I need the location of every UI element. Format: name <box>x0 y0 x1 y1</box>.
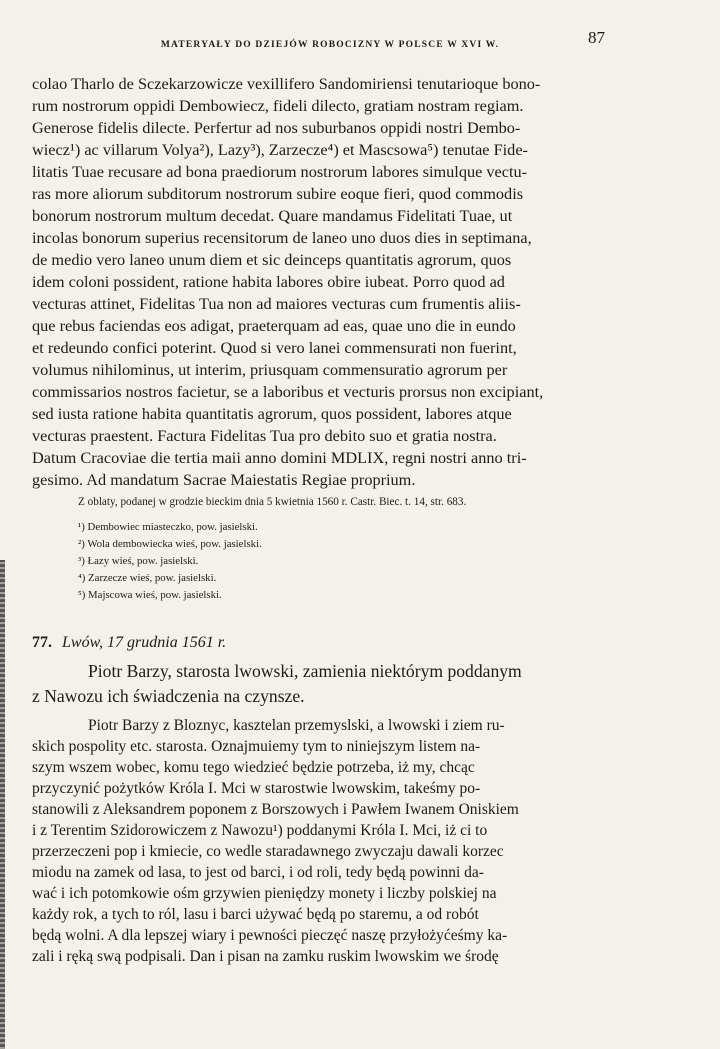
text-line: zali i ręką swą podpisali. Dan i pisan na zamku ruskim lwowskim we środę <box>32 948 499 965</box>
text-line: bonorum nostrorum multum decedat. Quare mandamus Fidelitati Tuae, ut <box>32 206 513 225</box>
scan-edge-shadow <box>0 560 5 1049</box>
text-line: i z Terentim Szidorowiczem z Nawozu¹) poddanymi Króla I. Mci, iż ci to <box>32 822 488 839</box>
text-line: miodu na zamek od lasa, to jest od barci, i od roli, tedy będą powinni da- <box>32 864 484 881</box>
text-line: Datum Cracoviae die tertia maii anno domini MDLIX, regni nostri anno tri- <box>32 448 527 467</box>
text-line: Piotr Barzy z Bloznyc, kasztelan przemyslski, a lwowski i ziem ru- <box>88 717 505 734</box>
text-line: przyczynić pożytków Króla I. Mci w starostwie lwowskim, takeśmy po- <box>32 780 481 797</box>
text-line: będą wolni. A dla lepszej wiary i pewności pieczęć naszę przyłożyćeśmy ka- <box>32 927 508 944</box>
text-line: Generose fidelis dilecte. Perfertur ad nos suburbanos oppidi nostri Dembo- <box>32 118 521 137</box>
text-line: każdy rok, a tych to ról, lasu i barci używać będą po staremu, a od robót <box>32 906 479 923</box>
text-line: gesimo. Ad mandatum Sacrae Maiestatis Regiae proprium. <box>32 470 416 489</box>
text-line: idem coloni possident, ratione habita labores obire iubeat. Porro quod ad <box>32 272 505 291</box>
text-line: volumus nihilominus, ut interim, priusquam commensuratio agrorum per <box>32 360 508 379</box>
text-line: de medio vero laneo unum diem et sic deinceps quantitatis agrorum, quos <box>32 250 512 269</box>
text-line: incolas bonorum superius recensitorum de laneo uno duos dies in septimana, <box>32 228 532 247</box>
entry-place-date: Lwów, 17 grudnia 1561 r. <box>62 634 227 651</box>
summary-line: Piotr Barzy, starosta lwowski, zamienia niektórym poddanym <box>88 661 522 681</box>
page-number: 87 <box>588 28 605 47</box>
text-line: ras more aliorum subditorum nostrorum subire eoque fieri, quod commodis <box>32 184 524 203</box>
text-line: wiecz¹) ac villarum Volya²), Lazy³), Zarzecze⁴) et Mascsowa⁵) tenutae Fide- <box>32 140 528 159</box>
footnote: ¹) Dembowiec miasteczko, pow. jasielski. <box>78 521 258 533</box>
footnote: ⁴) Zarzecze wieś, pow. jasielski. <box>78 572 217 584</box>
source-note-text: Z oblaty, podanej w grodzie bieckim dnia 5 kwietnia 1560 r. Castr. Biec. t. 14, str. 683. <box>78 496 467 508</box>
text-line: stanowili z Aleksandrem poponem z Borszowych i Pawłem Iwanem Oniskiem <box>32 801 519 818</box>
entry-header <box>32 634 226 652</box>
text-line: vecturas praestent. Factura Fidelitas Tua pro debito suo et gratia nostra. <box>32 426 497 445</box>
entry-number: 77. <box>32 634 52 651</box>
footnote: ²) Wola dembowiecka wieś, pow. jasielski. <box>78 538 262 550</box>
text-line: litatis Tuae recusare ad bona praediorum nostrorum labores simulque vectu- <box>32 162 528 181</box>
text-line: przerzeczeni pop i kmiecie, co wedle staradawnego zwyczaju dawali korzec <box>32 843 504 860</box>
text-line: szym wszem wobec, komu tego wiedzieć będzie potrzeba, iż my, chcąc <box>32 759 475 776</box>
text-line: que rebus faciendas eos adigat, praeterquam ad eas, quae uno die in eundo <box>32 316 516 335</box>
text-line: et redeundo confici poterint. Quod si vero lanei commensurati non fuerint, <box>32 338 517 357</box>
text-line: colao Tharlo de Sczekarzowicze vexillifero Sandomiriensi tenutarioque bono- <box>32 74 541 93</box>
summary-line: z Nawozu ich świadczenia na czynsze. <box>32 686 305 706</box>
text-line: skich pospolity etc. starosta. Oznajmuiemy tym to niniejszym listem na- <box>32 738 481 755</box>
footnote: ³) Łazy wieś, pow. jasielski. <box>78 555 199 567</box>
running-head: MATERYAŁY DO DZIEJÓW ROBOCIZNY W POLSCE W XVI W. <box>160 40 500 50</box>
text-line: vecturas attinet, Fidelitas Tua non ad maiores vecturas cum frumentis aliis- <box>32 294 521 313</box>
text-line: commissarios nostros facietur, se a laboribus et vecturis prorsus non excipiant, <box>32 382 544 401</box>
text-line: rum nostrorum oppidi Dembowiecz, fideli dilecto, gratiam nostram regiam. <box>32 96 524 115</box>
text-line: wać i ich potomkowie ośm grzywien pieniędzy monety i liczby polskiej na <box>32 885 497 902</box>
footnote: ⁵) Majscowa wieś, pow. jasielski. <box>78 589 222 601</box>
text-line: sed iusta ratione habita quantitatis agrorum, quos possident, labores atque <box>32 404 512 423</box>
